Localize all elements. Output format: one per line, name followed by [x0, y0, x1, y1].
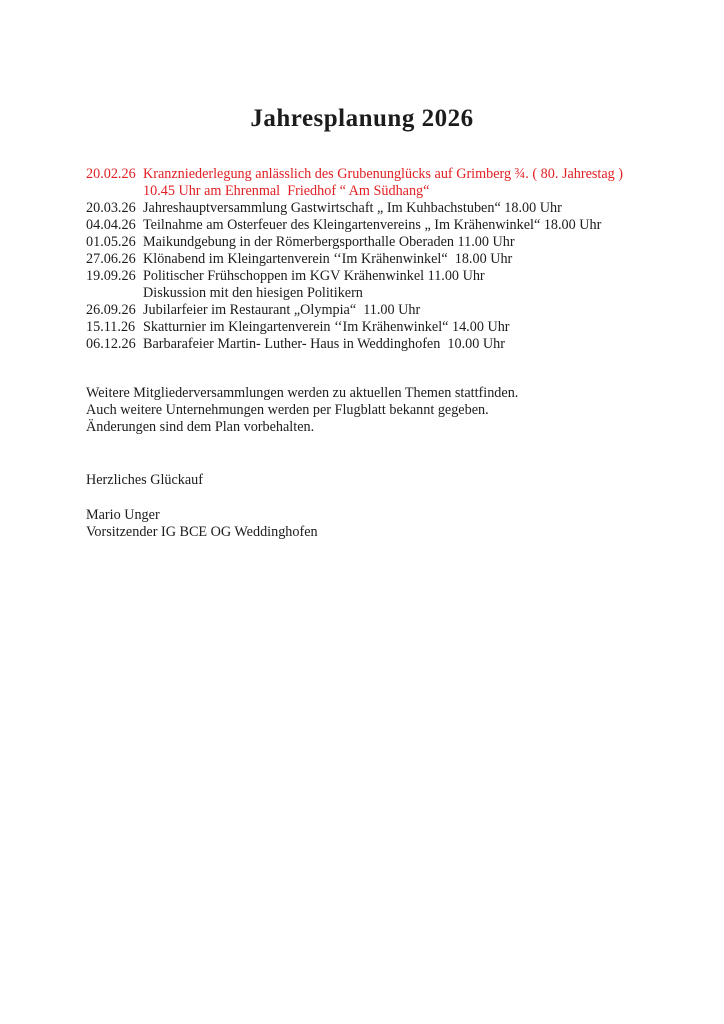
event-date: 27.06.26	[86, 251, 136, 267]
event-row	[86, 268, 694, 285]
event-date: 19.09.26	[86, 268, 136, 284]
event-date: 20.03.26	[86, 200, 136, 216]
event-date: 20.02.26	[86, 166, 136, 182]
event-text: Jubilarfeier im Restaurant „Olympia“ 11.00 Uhr	[143, 302, 421, 318]
closing-block	[86, 472, 694, 489]
event-row	[86, 217, 694, 234]
event-date: 04.04.26	[86, 217, 136, 233]
notes-block	[86, 385, 694, 436]
event-row	[86, 251, 694, 268]
event-list	[86, 166, 694, 353]
event-date: 15.11.26	[86, 319, 136, 335]
event-text: Klönabend im Kleingartenverein ‘‘Im Krähenwinkel“ 18.00 Uhr	[143, 251, 513, 267]
event-continuation: 10.45 Uhr am Ehrenmal Friedhof “ Am Südhang“	[143, 183, 430, 199]
event-text: Politischer Frühschoppen im KGV Krähenwinkel 11.00 Uhr	[143, 268, 485, 284]
event-text: Teilnahme am Osterfeuer des Kleingartenvereins „ Im Krähenwinkel“ 18.00 Uhr	[143, 217, 602, 233]
closing-line: Herzliches Glückauf	[86, 472, 203, 488]
event-row	[86, 319, 694, 336]
page-title: Jahresplanung 2026	[250, 105, 474, 132]
signature-role: Vorsitzender IG BCE OG Weddinghofen	[86, 524, 318, 540]
event-text: Kranzniederlegung anlässlich des Grubenunglücks auf Grimberg ¾. ( 80. Jahrestag )	[143, 166, 623, 182]
note-line: Auch weitere Unternehmungen werden per Flugblatt bekannt gegeben.	[86, 402, 489, 418]
event-row	[86, 234, 694, 251]
signature-block	[86, 507, 694, 541]
event-text: Jahreshauptversammlung Gastwirtschaft „ Im Kuhbachstuben“ 18.00 Uhr	[143, 200, 562, 216]
note-line: Änderungen sind dem Plan vorbehalten.	[86, 419, 315, 435]
event-row	[86, 166, 694, 183]
event-row	[86, 302, 694, 319]
event-text: Skatturnier im Kleingartenverein ‘‘Im Krähenwinkel“ 14.00 Uhr	[143, 319, 510, 335]
event-date: 06.12.26	[86, 336, 136, 352]
event-row	[86, 336, 694, 353]
event-row	[86, 200, 694, 217]
event-continuation: Diskussion mit den hiesigen Politikern	[143, 285, 363, 301]
event-date: 26.09.26	[86, 302, 136, 318]
signature-name: Mario Unger	[86, 507, 160, 523]
note-line: Weitere Mitgliederversammlungen werden zu aktuellen Themen stattfinden.	[86, 385, 519, 401]
event-date: 01.05.26	[86, 234, 136, 250]
event-text: Barbarafeier Martin- Luther- Haus in Weddinghofen 10.00 Uhr	[143, 336, 505, 352]
event-text: Maikundgebung in der Römerbergsporthalle Oberaden 11.00 Uhr	[143, 234, 515, 250]
